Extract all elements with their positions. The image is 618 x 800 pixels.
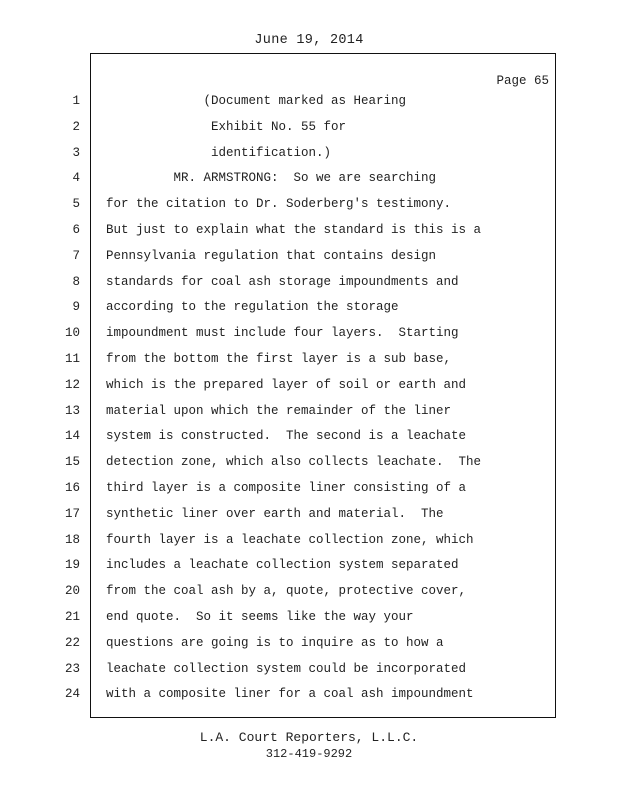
line-number: 11 xyxy=(64,351,80,366)
transcript-line: detection zone, which also collects leachate. The xyxy=(106,455,482,470)
line-number: 4 xyxy=(72,171,80,186)
transcript-line: material upon which the remainder of the liner xyxy=(106,403,452,418)
transcript-line: (Document marked as Hearing xyxy=(106,94,407,108)
line-number: 23 xyxy=(64,661,80,676)
line-number: 15 xyxy=(64,455,80,470)
transcript-line: which is the prepared layer of soil or earth and xyxy=(106,377,467,392)
transcript-line: leachate collection system could be incorporated xyxy=(106,661,467,676)
transcript-line: synthetic liner over earth and material. The xyxy=(106,506,444,521)
line-number: 5 xyxy=(72,197,80,212)
page-number: Page 65 xyxy=(496,74,549,88)
transcript-line: fourth layer is a leachate collection zone, which xyxy=(106,532,474,547)
line-number: 7 xyxy=(72,248,80,263)
transcript-line: Exhibit No. 55 for xyxy=(106,119,347,134)
transcript-body xyxy=(106,92,551,711)
line-number: 19 xyxy=(64,558,80,573)
line-number: 16 xyxy=(64,480,80,495)
transcript-line: from the bottom the first layer is a sub base, xyxy=(106,351,452,366)
line-number: 24 xyxy=(64,687,80,702)
line-number: 12 xyxy=(64,377,80,392)
line-number: 17 xyxy=(64,506,80,521)
line-number: 14 xyxy=(64,429,80,444)
transcript-line: impoundment must include four layers. Starting xyxy=(106,326,459,341)
transcript-line: Pennsylvania regulation that contains design xyxy=(106,248,437,263)
line-number: 2 xyxy=(72,119,80,134)
transcript-line: But just to explain what the standard is this is a xyxy=(106,222,482,237)
transcript-line: end quote. So it seems like the way your xyxy=(106,609,414,624)
line-number: 9 xyxy=(72,300,80,315)
transcript-line: third layer is a composite liner consisting of a xyxy=(106,480,467,495)
line-number-column xyxy=(56,92,80,711)
line-number: 13 xyxy=(64,403,80,418)
line-number: 10 xyxy=(64,326,80,341)
line-number: 8 xyxy=(72,274,80,289)
line-number: 3 xyxy=(72,145,80,160)
transcript-date: June 19, 2014 xyxy=(254,33,364,48)
line-number: 18 xyxy=(64,532,80,547)
court-reporter-name: L.A. Court Reporters, L.L.C. xyxy=(199,730,419,745)
transcript-line: includes a leachate collection system separated xyxy=(106,558,459,573)
transcript-line: according to the regulation the storage xyxy=(106,300,399,315)
transcript-line: from the coal ash by a, quote, protective cover, xyxy=(106,584,467,599)
line-number: 6 xyxy=(72,222,80,237)
line-number: 20 xyxy=(64,584,80,599)
transcript-line: MR. ARMSTRONG: So we are searching xyxy=(106,171,437,186)
transcript-line: standards for coal ash storage impoundments and xyxy=(106,274,459,289)
line-number: 22 xyxy=(64,635,80,650)
transcript-line: identification.) xyxy=(106,145,332,160)
transcript-line: for the citation to Dr. Soderberg's testimony. xyxy=(106,197,452,212)
line-number: 21 xyxy=(64,609,80,624)
transcript-line: with a composite liner for a coal ash impoundment xyxy=(106,687,474,702)
transcript-line: questions are going is to inquire as to how a xyxy=(106,635,444,650)
transcript-line: system is constructed. The second is a leachate xyxy=(106,429,467,444)
page-footer xyxy=(0,730,618,762)
line-number: 1 xyxy=(72,94,80,108)
court-reporter-phone: 312-419-9292 xyxy=(265,747,353,761)
